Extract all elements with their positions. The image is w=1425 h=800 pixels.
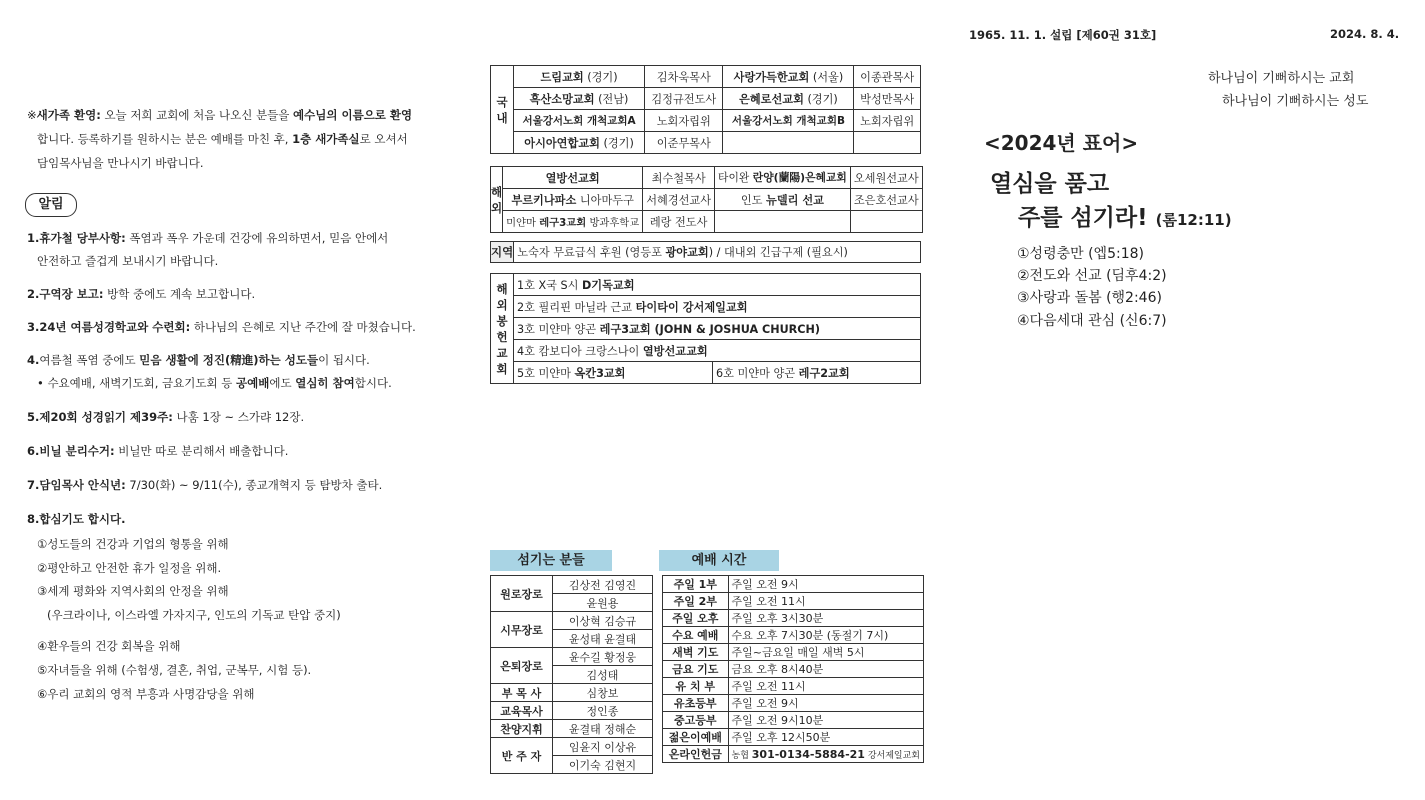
notice-title: 8.합심기도 합시다. (27, 512, 126, 526)
slogan-reference: (롬12:11) (1155, 211, 1232, 229)
service-time: 주일~금요일 매일 새벽 5시 (728, 644, 923, 661)
service-name: 중고등부 (663, 712, 729, 729)
notice-text: 비닐만 따로 분리해서 배출합니다. (114, 444, 289, 458)
online-offering-account (728, 746, 923, 763)
service-time: 주일 오후 12시50분 (728, 729, 923, 746)
mission-name: 뉴델리 선교 (766, 193, 824, 207)
notice-title: 5.제20회 성경읽기 제39주: (27, 410, 173, 424)
prayer-item: ③세계 평화와 지역사회의 안정을 위해 (37, 584, 229, 598)
notice-text: 방학 중에도 계속 보고합니다. (103, 287, 256, 301)
goal-item: ②전도와 선교 (딤후4:2) (1017, 268, 1167, 284)
missionary-cell: 레랑 전도사 (643, 211, 715, 233)
server-names: 윤성태 윤결태 (553, 630, 653, 648)
missionary-cell: 서혜경선교사 (643, 189, 715, 211)
server-names: 김성태 (553, 666, 653, 684)
pastor-cell: 김정규전도사 (645, 88, 723, 110)
church-name: D기독교회 (581, 278, 635, 292)
notice-text: 7/30(화) ~ 9/11(수), 종교개혁지 등 탐방차 출타. (125, 478, 383, 492)
prayer-item: (우크라이나, 이스라엘 가자지구, 인도의 기독교 탄압 중지) (47, 608, 341, 622)
welcome-lead: 새가족 환영: (36, 108, 101, 122)
notice-title: 4. (27, 353, 40, 367)
worship-times-table (662, 575, 924, 763)
mission-country: 인도 (740, 193, 767, 207)
service-name: 새벽 기도 (663, 644, 729, 661)
server-names: 이기숙 김현지 (553, 756, 653, 774)
pastor-cell: 이종관목사 (854, 66, 921, 88)
notice-2 (27, 283, 255, 306)
pastor-cell: 노회자립위 (645, 110, 723, 132)
region-support-cell (514, 242, 921, 263)
service-time: 주일 오전 11시 (728, 678, 923, 695)
empty-cell (715, 211, 851, 233)
service-name: 주일 1부 (663, 576, 729, 593)
overseas-offering-churches-table (490, 273, 921, 384)
empty-cell (854, 132, 921, 154)
welcome-text: 담임목사님을 만나시기 바랍니다. (37, 156, 204, 170)
church-name: 레구3교회 (JOHN & JOSHUA CHURCH) (599, 322, 820, 336)
pastor-cell: 노회자립위 (854, 110, 921, 132)
domestic-missions-table (490, 65, 921, 154)
mission-cell (503, 211, 643, 233)
servers-heading: 섬기는 분들 (490, 550, 612, 571)
service-name: 수요 예배 (663, 627, 729, 644)
church-cell (723, 88, 854, 110)
offering-church-row (514, 318, 921, 340)
notice-title: 6.비닐 분리수거: (27, 444, 115, 458)
mission-name: 란양(蘭陽)은혜교회 (752, 171, 847, 184)
server-names: 임윤지 이상유 (553, 738, 653, 756)
region-label: 지역 (491, 242, 514, 263)
server-names: 정인종 (553, 702, 653, 720)
bank-name: 농협 (731, 750, 752, 761)
church-region: (전남) (594, 92, 629, 106)
mission-name: 레구3교회 (539, 217, 587, 229)
church-cell (514, 88, 645, 110)
note-mark: ※ (27, 108, 37, 122)
church-location: 1호 X국 S시 (517, 278, 582, 292)
server-role: 은퇴장로 (491, 648, 553, 684)
new-family-welcome (27, 103, 457, 175)
pastor-cell: 박성만목사 (854, 88, 921, 110)
service-time: 금요 오후 8시40분 (728, 661, 923, 678)
mission-country: 미얀마 (506, 217, 540, 229)
online-offering-label: 온라인헌금 (663, 746, 729, 763)
mission-name: 부르키나파소 (511, 193, 577, 207)
church-name: 타이타이 강서제일교회 (635, 300, 748, 314)
server-names: 이상혁 김승규 (553, 612, 653, 630)
offering-church-row (514, 362, 713, 384)
server-names: 윤결태 정해순 (553, 720, 653, 738)
church-region: (서울) (809, 70, 844, 84)
prayer-item: ⑥우리 교회의 영적 부흥과 사명감당을 위해 (37, 687, 255, 701)
welcome-text: 로 오셔서 (359, 132, 408, 146)
church-cell (723, 66, 854, 88)
service-name: 유초등부 (663, 695, 729, 712)
section-label: 국 내 (496, 94, 508, 125)
prayer-item: ④환우들의 건강 회복을 위해 (37, 639, 181, 653)
church-location: 3호 미얀마 양곤 (517, 322, 600, 336)
mission-region: 방과후학교 (586, 217, 640, 229)
prayer-item: ①성도들의 건강과 기업의 형통을 위해 (37, 537, 229, 551)
mission-cell (715, 167, 851, 189)
church-location: 2호 필리핀 마닐라 근교 (517, 300, 636, 314)
overseas-label (491, 167, 503, 233)
church-cell (723, 110, 854, 132)
section-label: 해 외 (491, 184, 503, 215)
church-region: (경기) (599, 136, 634, 150)
church-cell (514, 110, 645, 132)
server-names: 윤원용 (553, 594, 653, 612)
region-text: 노숙자 무료급식 후원 (영등포 (517, 246, 666, 259)
notice-text: 하나님의 은혜로 지난 주간에 잘 마쳤습니다. (190, 320, 416, 334)
mission-country: 타이완 (718, 171, 753, 184)
welcome-room: 1층 새가족실 (292, 132, 360, 146)
notice-bold: 열심히 참여 (295, 376, 355, 390)
notice-title: 2.구역장 보고: (27, 287, 104, 301)
mission-cell (715, 189, 851, 211)
missionary-cell: 조은호선교사 (850, 189, 922, 211)
mission-cell (503, 189, 643, 211)
account-holder: 강서제일교회 (864, 750, 920, 761)
service-time: 주일 오전 9시10분 (728, 712, 923, 729)
notice-text: 합시다. (354, 376, 392, 390)
notice-3 (27, 316, 416, 339)
offering-church-row (713, 362, 921, 384)
mission-region: 니아마두구 (576, 193, 634, 207)
notice-8 (27, 508, 126, 531)
welcome-text: 오늘 저희 교회에 처음 나오신 분들을 (100, 108, 294, 122)
prayer-item: ②평안하고 안전한 휴가 일정을 위해. (37, 561, 222, 575)
year-theme-title: <2024년 표어> (984, 131, 1139, 155)
servers-table (490, 575, 653, 774)
church-name: 열방선교교회 (642, 344, 708, 358)
slogan-line-2 (1018, 199, 1232, 232)
offering-church-row (514, 340, 921, 362)
account-number: 301-0134-5884-21 (751, 747, 865, 761)
missionary-cell: 최수철목사 (643, 167, 715, 189)
notice-text: • 수요예배, 새벽기도회, 금요기도회 등 (37, 376, 237, 390)
domestic-label (491, 66, 514, 154)
church-cell (514, 132, 645, 154)
region-text: ) / 대내외 긴급구제 (필요시) (708, 246, 848, 259)
offering-church-row (514, 296, 921, 318)
server-role: 교육목사 (491, 702, 553, 720)
service-name: 금요 기도 (663, 661, 729, 678)
mission-name: 열방선교회 (545, 171, 600, 185)
empty-cell (850, 211, 922, 233)
empty-cell (723, 132, 854, 154)
goal-item: ①성령충만 (엡5:18) (1017, 246, 1144, 262)
service-time: 수요 오후 7시30분 (동절기 7시) (728, 627, 923, 644)
church-name: 서울강서노회 개척교회A (522, 115, 636, 127)
region-bold: 광야교회 (665, 246, 709, 259)
bulletin-date: 2024. 8. 4. (1330, 27, 1400, 41)
notice-7 (27, 474, 382, 497)
server-role: 찬양지휘 (491, 720, 553, 738)
welcome-bold: 예수님의 이름으로 환영 (293, 108, 413, 122)
notice-title: 1.휴가철 당부사항: (27, 231, 126, 245)
notice-1 (27, 227, 388, 273)
notice-6 (27, 440, 288, 463)
notice-text: 나훔 1장 ~ 스가랴 12장. (172, 410, 305, 424)
notice-text: 여름철 폭염 중에도 (39, 353, 140, 367)
region-support-table (490, 241, 921, 263)
service-name: 젊은이예배 (663, 729, 729, 746)
missionary-cell: 오세원선교사 (850, 167, 922, 189)
notice-title: 3.24년 여름성경학교와 수련회: (27, 320, 191, 334)
church-region: (경기) (803, 92, 838, 106)
church-location: 6호 미얀마 양곤 (716, 366, 799, 380)
notice-bold: 공예배 (236, 376, 270, 390)
notice-text: 에도 (269, 376, 296, 390)
server-names: 윤수길 황정웅 (553, 648, 653, 666)
goal-item: ③사랑과 돌봄 (행2:46) (1017, 290, 1162, 306)
slogan-line-1: 열심을 품고 (990, 171, 1110, 197)
notice-text: 이 됩시다. (318, 353, 370, 367)
church-name: 사랑가득한교회 (733, 70, 810, 84)
server-role: 반 주 자 (491, 738, 553, 774)
motto-line-2: 하나님이 기뻐하시는 성도 (1222, 94, 1369, 109)
slogan-text: 주를 섬기라! (1018, 205, 1148, 231)
notice-text: 안전하고 즐겁게 보내시기 바랍니다. (37, 254, 219, 268)
server-role: 시무장로 (491, 612, 553, 648)
worship-heading: 예배 시간 (659, 550, 779, 571)
church-location: 5호 미얀마 (517, 366, 575, 380)
church-name: 레구2교회 (798, 366, 850, 380)
mission-cell (503, 167, 643, 189)
service-time: 주일 오전 9시 (728, 695, 923, 712)
service-name: 주일 2부 (663, 593, 729, 610)
server-names: 심창보 (553, 684, 653, 702)
server-names: 김상전 김영진 (553, 576, 653, 594)
church-name: 아시아연합교회 (524, 136, 600, 150)
notice-title: 7.담임목사 안식년: (27, 478, 126, 492)
welcome-text: 합니다. 등록하기를 원하시는 분은 예배를 마친 후, (37, 132, 293, 146)
service-time: 주일 오전 11시 (728, 593, 923, 610)
church-name: 은혜로선교회 (739, 92, 804, 106)
goal-item: ④다음세대 관심 (신6:7) (1017, 313, 1167, 329)
church-name: 옥칸3교회 (574, 366, 626, 380)
church-region: (경기) (583, 70, 618, 84)
pastor-cell: 김차욱목사 (645, 66, 723, 88)
prayer-item: ⑤자녀들을 위해 (수험생, 결혼, 취업, 군복무, 시험 등). (37, 663, 312, 677)
church-location: 4호 캄보디아 크랑스나이 (517, 344, 643, 358)
notice-5 (27, 406, 304, 429)
notice-badge: 알림 (25, 193, 77, 217)
notice-text: 폭염과 폭우 가운데 건강에 유의하면서, 믿음 안에서 (125, 231, 389, 245)
service-name: 유 치 부 (663, 678, 729, 695)
notice-bold: 믿음 생활에 정진(精進)하는 성도들 (139, 353, 319, 367)
server-role: 부 목 사 (491, 684, 553, 702)
pastor-cell: 이준무목사 (645, 132, 723, 154)
service-name: 주일 오후 (663, 610, 729, 627)
church-name: 서울강서노회 개척교회B (731, 115, 845, 127)
overseas-missions-table (490, 166, 923, 233)
section-label: 해 외 봉 헌 교 회 (496, 281, 508, 376)
church-name: 흑산소망교회 (529, 92, 595, 106)
offering-churches-label (491, 274, 514, 384)
offering-church-row (514, 274, 921, 296)
service-time: 주일 오후 3시30분 (728, 610, 923, 627)
church-cell (514, 66, 645, 88)
notice-4 (27, 349, 392, 395)
founded-info: 1965. 11. 1. 설립 [제60권 31호] (969, 28, 1157, 42)
server-role: 원로장로 (491, 576, 553, 612)
motto-line-1: 하나님이 기뻐하시는 교회 (1208, 71, 1355, 86)
service-time: 주일 오전 9시 (728, 576, 923, 593)
church-name: 드림교회 (540, 70, 584, 84)
